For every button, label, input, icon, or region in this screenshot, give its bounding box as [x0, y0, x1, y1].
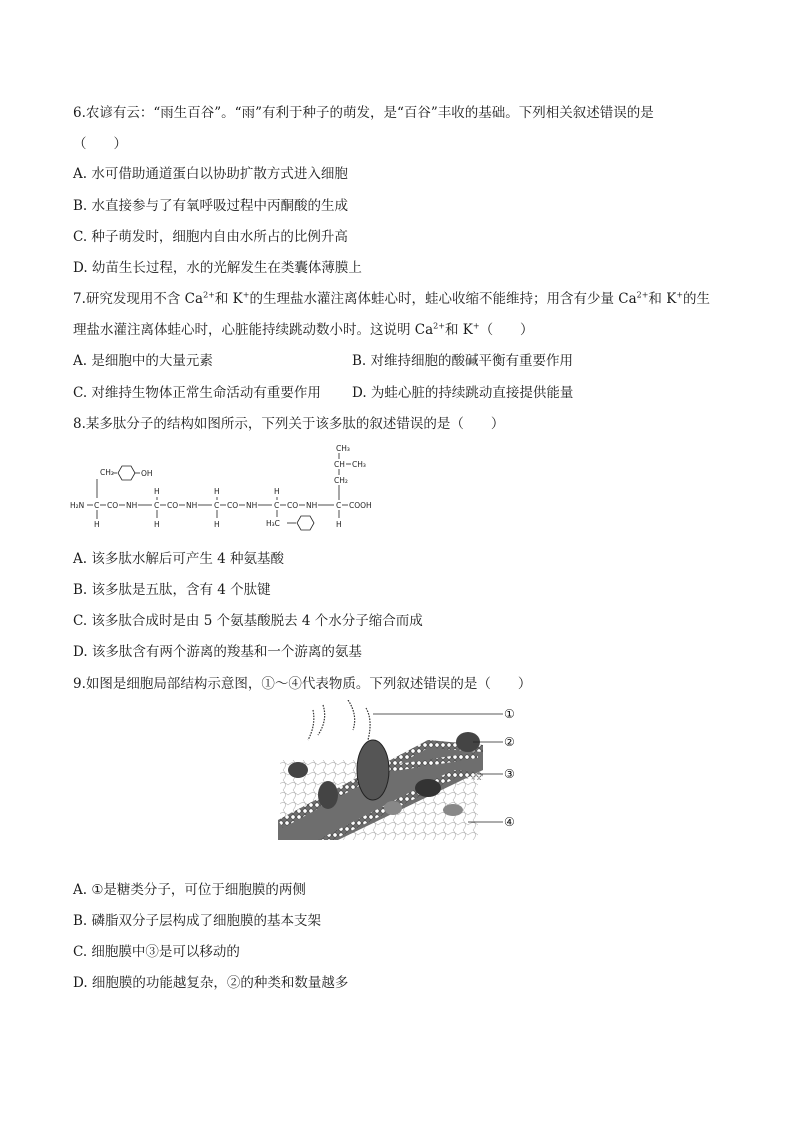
svg-text:NH: NH: [186, 501, 198, 510]
label-2: ②: [504, 735, 515, 749]
svg-text:NH: NH: [246, 501, 258, 510]
q9-option-c: C. 细胞膜中③是可以移动的: [73, 944, 240, 960]
svg-text:H: H: [154, 520, 160, 529]
svg-text:CO: CO: [167, 501, 179, 510]
q9-stem: 9.如图是细胞局部结构示意图，①～④代表物质。下列叙述错误的是（ ）: [73, 676, 532, 692]
q6-option-b: B. 水直接参与了有氧呼吸过程中丙酮酸的生成: [73, 198, 349, 214]
svg-text:C: C: [154, 501, 160, 510]
svg-text:NH: NH: [126, 501, 138, 510]
svg-text:CH₂: CH₂: [334, 476, 348, 485]
q6-option-d: D. 幼苗生长过程，水的光解发生在类囊体薄膜上: [73, 260, 362, 276]
svg-text:CO: CO: [227, 501, 239, 510]
svg-text:CH₃: CH₃: [352, 460, 366, 469]
q6-stem-line2: （ ）: [73, 136, 127, 152]
svg-text:C: C: [274, 501, 280, 510]
q6-option-a: A. 水可借助通道蛋白以协助扩散方式进入细胞: [73, 166, 348, 182]
label-1: ①: [504, 707, 515, 721]
q8-option-a: A. 该多肽水解后可产生 4 种氨基酸: [73, 551, 285, 567]
svg-text:OH: OH: [141, 469, 153, 478]
svg-text:CH: CH: [334, 460, 345, 469]
label-3: ③: [504, 767, 515, 781]
label-4: ④: [504, 815, 515, 829]
svg-text:C: C: [94, 501, 100, 510]
svg-text:C: C: [336, 501, 342, 510]
svg-text:H: H: [94, 520, 100, 529]
svg-text:H: H: [154, 487, 160, 496]
svg-text:H: H: [336, 520, 342, 529]
q6-option-c: C. 种子萌发时，细胞内自由水所占的比例升高: [73, 229, 348, 245]
q8-option-d: D. 该多肽含有两个游离的羧基和一个游离的氨基: [73, 644, 362, 660]
q7-stem-line1: 7.研究发现用不含 $Ca^{2+}$和 K+的生理盐水灌注离体蛙心时，蛙心收缩不能维持；用含有少量 $Ca^{2+}$和 K+的生: [73, 290, 711, 307]
svg-text:CH₃: CH₃: [336, 445, 350, 453]
svg-text:H: H: [214, 520, 220, 529]
q8-option-c: C. 该多肽合成时是由 5 个氨基酸脱去 4 个水分子缩合而成: [73, 613, 423, 629]
q7-stem-line2: 理盐水灌注离体蛙心时，心脏能持续跳动数小时。这说明 $Ca^{2+}$和 K+（ ）: [73, 321, 534, 338]
svg-text:H: H: [214, 487, 220, 496]
formula-h2n: H₂N: [70, 501, 85, 510]
q7-option-d: D. 为蛙心脏的持续跳动直接提供能量: [352, 385, 574, 401]
q6-stem-line1: 6.农谚有云：“雨生百谷”。“雨”有利于种子的萌发，是“百谷”丰收的基础。下列相关叙述错误的是: [73, 105, 654, 121]
svg-text:CH₂: CH₂: [100, 468, 114, 477]
q8-option-b: B. 该多肽是五肽，含有 4 个肽键: [73, 582, 271, 598]
q8-stem: 8.某多肽分子的结构如图所示，下列关于该多肽的叙述错误的是（ ）: [73, 416, 505, 432]
svg-text:COOH: COOH: [349, 501, 372, 510]
svg-text:CO: CO: [287, 501, 299, 510]
q9-option-b: B. 磷脂双分子层构成了细胞膜的基本支架: [73, 913, 322, 929]
svg-text:H: H: [274, 487, 280, 496]
q9-option-d: D. 细胞膜的功能越复杂，②的种类和数量越多: [73, 975, 349, 991]
polypeptide-structure-figure: [70, 445, 390, 535]
cell-membrane-figure: [278, 700, 523, 845]
svg-text:NH: NH: [306, 501, 318, 510]
q7-option-a: A. 是细胞中的大量元素: [73, 353, 213, 369]
svg-text:C: C: [214, 501, 220, 510]
q9-option-a: A. ①是糖类分子，可位于细胞膜的两侧: [73, 882, 306, 898]
svg-text:H₃C: H₃C: [266, 519, 280, 528]
svg-text:CO: CO: [107, 501, 119, 510]
q7-option-b: B. 对维持细胞的酸碱平衡有重要作用: [352, 353, 574, 369]
q7-option-c: C. 对维持生物体正常生命活动有重要作用: [73, 385, 321, 401]
